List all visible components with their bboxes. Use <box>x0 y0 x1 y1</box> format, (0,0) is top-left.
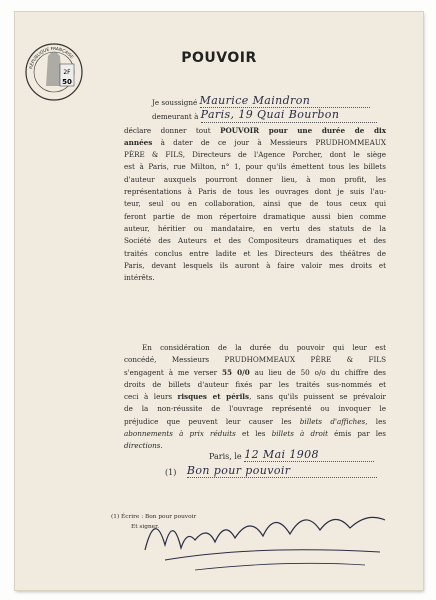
text-line <box>124 260 386 272</box>
text-line <box>124 186 386 198</box>
page-title: POUVOIR <box>181 50 257 66</box>
text-line <box>124 391 386 403</box>
declaration-paragraph <box>124 96 386 284</box>
text-line <box>124 367 386 379</box>
text-segment: représentations à Paris de tous les ouvrages dont je suis l'au- <box>124 187 386 197</box>
footnote-line-1: (1) Écrire : Bon pour pouvoir <box>111 514 197 520</box>
text-segment: PÈRE & FILS, Directeurs de l'Agence Porcher, dont le siège <box>124 150 386 160</box>
document-page <box>15 12 423 590</box>
text-segment: . <box>160 441 163 451</box>
text-line <box>124 272 386 284</box>
signature-image <box>135 490 405 580</box>
consideration-paragraph <box>124 342 386 453</box>
text-segment: intérêts. <box>124 273 155 283</box>
text-line <box>124 211 386 223</box>
text-segment: d'auteur auxquels pourront donner lieu, à mon profit, les <box>124 174 386 184</box>
text-line <box>124 137 386 149</box>
text-segment: est à Paris, rue Milton, n° 1, pour qu'ils émettent tous les billets <box>124 162 386 172</box>
stamp-prefix: 2F <box>63 69 71 76</box>
text-segment: Société des Auteurs et des Compositeurs dramatiques et des <box>124 236 386 246</box>
text-line <box>124 428 386 440</box>
text-line <box>124 161 386 173</box>
approval-field: Bon pour pouvoir <box>187 464 377 478</box>
text-line <box>124 223 386 235</box>
date-field: 12 Mai 1908 <box>244 448 374 462</box>
demeurant-label: demeurant à <box>152 112 199 122</box>
text-segment: concédé, Messieurs PRUDHOMMEAUX PÈRE & FILS <box>124 355 386 365</box>
text-segment: , sans qu'ils puissent se prévaloir <box>249 392 386 402</box>
text-segment: directions <box>124 441 161 451</box>
text-segment: abonnements à prix réduits <box>124 429 236 439</box>
text-segment: teur, seul ou en collaboration, ainsi que de tous ceux qui <box>124 199 386 209</box>
fiscal-stamp-icon <box>24 24 84 112</box>
stamp-top-text: RÉPUBLIQUE FRANÇAISE <box>28 45 75 70</box>
text-segment: au lieu de 50 o/o du chiffre des <box>249 367 386 377</box>
text-segment: droits de billets d'auteur fixés par les traités sus-nommés et <box>124 379 386 389</box>
text-line <box>124 403 386 415</box>
text-segment: En considération de la durée du pouvoir qui leur est <box>142 343 386 352</box>
text-segment: préjudice que peuvent leur causer les <box>124 416 300 426</box>
text-line <box>124 342 386 354</box>
text-segment: traités conclus entre ladite et les Directeurs des théâtres de <box>124 248 386 258</box>
text-segment: déclare donner tout <box>124 125 221 135</box>
date-line <box>165 449 395 479</box>
text-segment: et les <box>235 429 272 439</box>
text-segment: émis par les <box>328 429 386 439</box>
soussigne-label: Je soussigné <box>152 98 198 107</box>
text-segment: années <box>124 137 153 147</box>
text-segment: 55 0/0 <box>221 367 250 377</box>
declarant-address-field: Paris, 19 Quai Bourbon <box>201 109 377 122</box>
text-segment: billets à droit <box>271 429 329 439</box>
text-line <box>124 125 386 137</box>
text-segment: auteur, héritier ou mandataire, en vertu des statuts de la <box>124 223 386 233</box>
text-segment: Paris, devant lesquels ils auront à faire valoir mes droits et <box>124 260 386 270</box>
text-segment: billets d'affiches <box>299 416 366 426</box>
text-line <box>124 235 386 247</box>
text-line <box>124 379 386 391</box>
text-segment: risques et périls <box>177 392 250 402</box>
text-line <box>124 198 386 210</box>
text-line <box>124 174 386 186</box>
footnote-line-2: Et signer. <box>131 524 160 530</box>
paragraph-1 <box>124 125 386 285</box>
date-prefix: Paris, le <box>209 452 242 461</box>
text-line <box>124 149 386 161</box>
text-segment: feront partie de mon répertoire dramatique aussi bien comme <box>124 211 386 221</box>
text-segment: s'engagent à me verser <box>124 367 222 377</box>
declarant-name-field: Maurice Maindron <box>200 95 370 108</box>
footnote <box>111 512 196 532</box>
text-segment: à dater de ce jour à Messieurs PRUDHOMMEAUX <box>152 137 386 147</box>
text-line <box>124 354 386 366</box>
text-segment: de la non-réussite de l'ouvrage représenté ou invoquer le <box>124 404 386 414</box>
text-line <box>124 248 386 260</box>
text-segment: , les <box>365 416 387 426</box>
text-line <box>124 416 386 428</box>
paragraph-2 <box>124 342 386 453</box>
text-segment: ceci à leurs <box>124 392 178 402</box>
stamp-value: 50 <box>62 78 72 86</box>
text-segment: POUVOIR pour une durée de dix <box>220 125 387 135</box>
approval-marker: (1) <box>165 468 177 477</box>
